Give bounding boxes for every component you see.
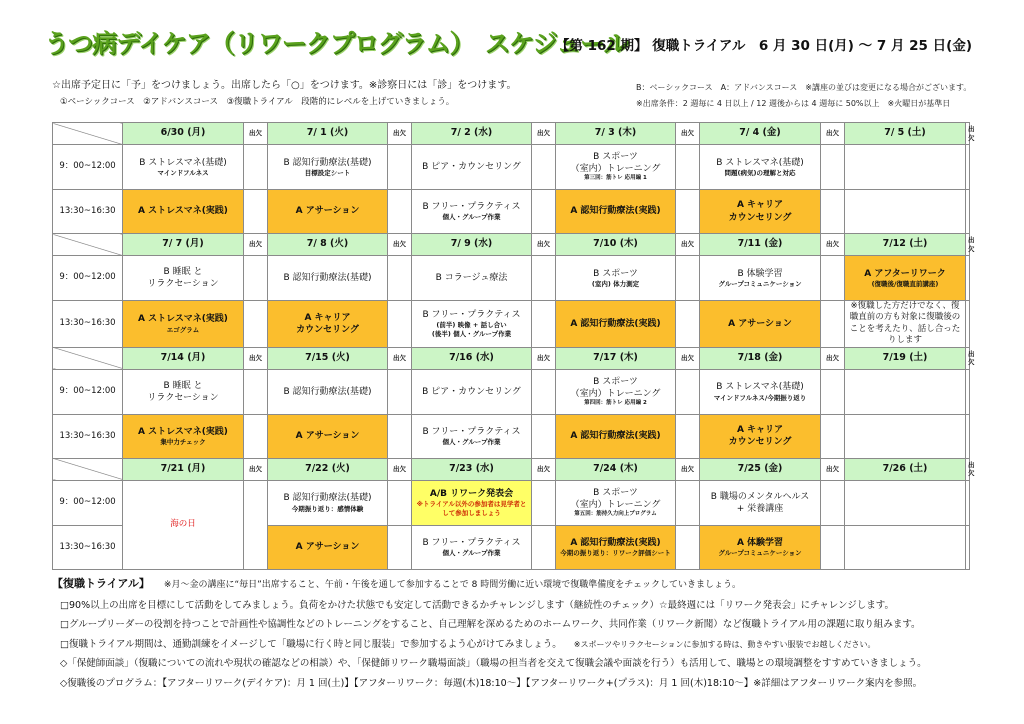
attendance-box[interactable]	[821, 525, 845, 569]
attendance-label: 出欠	[532, 458, 556, 480]
attendance-box[interactable]	[244, 301, 268, 348]
time-slot: 13:30~16:30	[53, 414, 123, 458]
session-detail: (室内) 体力測定	[591, 279, 640, 288]
session-cell	[123, 414, 244, 458]
schedule-table	[52, 122, 975, 570]
session-cell	[268, 525, 388, 569]
day-header: 7/ 8 (火)	[268, 234, 388, 256]
day-header: 7/18 (金)	[700, 347, 821, 369]
session-detail: (復職後/復職直前講座)	[871, 279, 939, 288]
session-detail: 集中力チェック	[160, 438, 206, 447]
session-detail: 今期振り返り：感情体験	[291, 504, 364, 513]
day-header: 7/12 (土)	[845, 234, 966, 256]
attendance-box[interactable]	[532, 414, 556, 458]
session-title: B 認知行動療法(基礎)	[283, 272, 372, 283]
session-title: B 睡眠 と	[163, 380, 203, 391]
session-detail: 個人・グループ作業	[442, 549, 501, 558]
attendance-box[interactable]	[676, 301, 700, 348]
attendance-box[interactable]	[532, 525, 556, 569]
attendance-box[interactable]	[532, 301, 556, 348]
session-title: B ストレスマネ(基礎)	[139, 157, 227, 168]
attendance-label: 出欠	[966, 123, 970, 145]
session-title: B 認知行動療法(基礎)	[283, 386, 372, 397]
session-cell	[123, 301, 244, 348]
trial-title: 【復職トライアル】	[52, 577, 150, 590]
session-cell	[412, 369, 532, 414]
attendance-label: 出欠	[821, 458, 845, 480]
time-slot: 9：00~12:00	[53, 480, 123, 525]
attendance-label: 出欠	[244, 123, 268, 145]
session-cell	[268, 145, 388, 190]
session-cell	[700, 301, 821, 348]
session-cell	[268, 414, 388, 458]
attendance-label: 出欠	[244, 347, 268, 369]
trial-item-1: □90%以上の出席を目標にして活動をしてみましょう。負荷をかけた状態でも安定して活動できるかチャレンジします（継続性のチェック）☆最終週には「リワーク発表会」にチャレンジします。	[60, 599, 895, 611]
session-detail: ※トライアル以外の参加者は見学者として参加しましょう	[416, 500, 527, 517]
session-cell	[700, 525, 821, 569]
session-cell	[268, 301, 388, 348]
time-slot: 9：00~12:00	[53, 145, 123, 190]
day-header: 7/ 5 (土)	[845, 123, 966, 145]
session-title: A ストレスマネ(実践)	[138, 314, 228, 325]
attendance-box[interactable]	[388, 190, 412, 234]
trial-item-2: □グループリーダーの役割を持つことで計画性や協調性などのトレーニングをすること、自己理解を深めるためのホームワーク、共同作業（リワーク新聞）など復職トライアル用の課題に取り組みます。	[60, 619, 921, 630]
attendance-box[interactable]	[244, 145, 268, 190]
session-title: A ストレスマネ(実践)	[138, 206, 228, 217]
attendance-notes	[52, 78, 516, 110]
session-note: 第五回：筋持久力向上プログラム	[574, 511, 657, 518]
attendance-box[interactable]	[821, 480, 845, 525]
legend-line-2: ※出席条件：2 週毎に 4 日以上 / 12 週後からは 4 週毎に 50%以上 ※火曜日が基準日	[636, 99, 951, 108]
attendance-box[interactable]	[676, 525, 700, 569]
day-header: 6/30 (月)	[123, 123, 244, 145]
attendance-box[interactable]	[676, 414, 700, 458]
session-title: B フリー・プラクティス	[422, 537, 521, 548]
session-title: B 認知行動療法(基礎)	[283, 493, 372, 504]
attendance-box[interactable]	[966, 525, 970, 569]
attendance-box[interactable]	[966, 190, 970, 234]
trial-heading	[52, 574, 927, 596]
session-cell	[700, 480, 821, 525]
session-title: A 体験学習	[736, 537, 784, 548]
session-cell	[556, 369, 676, 414]
session-detail: 問題(病気)の理解と対応	[724, 168, 796, 177]
day-header: 7/ 7 (月)	[123, 234, 244, 256]
attendance-box[interactable]	[676, 369, 700, 414]
session-title: A 認知行動療法(実践)	[570, 206, 661, 217]
attendance-box[interactable]	[821, 301, 845, 348]
session-cell	[700, 369, 821, 414]
session-detail: 個人・グループ作業	[442, 438, 501, 447]
trial-item-4: ◇「保健師面談」（復職についての流れや現状の確認などの相談）や、「保健師リワーク職場面談」（職場の担当者を交えて復職会議や面談を行う）も活用して、職場との環境調整をすすめていきましょう。	[60, 658, 927, 669]
session-title: A アサーション	[295, 542, 360, 553]
am-row	[53, 145, 970, 190]
pm-row	[53, 190, 970, 234]
session-title: B スポーツ	[593, 152, 638, 163]
session-cell	[700, 190, 821, 234]
day-header: 7/22 (火)	[268, 458, 388, 480]
session-title: B ストレスマネ(基礎)	[716, 157, 804, 168]
attendance-label: 出欠	[966, 458, 970, 480]
session-cell	[845, 525, 966, 569]
attendance-label: 出欠	[966, 347, 970, 369]
session-title: A キャリア	[736, 425, 784, 436]
session-title-line2: + 栄養講座	[736, 503, 784, 514]
corner-cell	[53, 234, 123, 256]
session-detail: マインドフルネス/今期振り返り	[713, 393, 807, 402]
time-slot: 13:30~16:30	[53, 190, 123, 234]
session-title: A ストレスマネ(実践)	[138, 426, 228, 437]
day-header: 7/ 1 (火)	[268, 123, 388, 145]
attendance-label: 出欠	[244, 234, 268, 256]
attendance-box[interactable]	[966, 256, 970, 301]
attendance-box[interactable]	[676, 145, 700, 190]
attendance-label: 出欠	[388, 458, 412, 480]
session-title: B 職場のメンタルヘルス	[710, 491, 810, 502]
session-cell	[845, 301, 966, 348]
session-title: B ピア・カウンセリング	[422, 161, 521, 172]
corner-cell	[53, 458, 123, 480]
day-header: 7/24 (木)	[556, 458, 676, 480]
trial-item-5: ◇復職後のプログラム：【アフターリワーク(デイケア)：月 1 回(土)】【アフターリワーク：毎週(木)18:10〜】【アフターリワーク+(プラス)：月 1 回(木)18:10〜】※詳細はアフターリワーク案内を参照。	[60, 677, 923, 689]
session-cell	[700, 414, 821, 458]
corner-cell	[53, 123, 123, 145]
attendance-box[interactable]	[676, 480, 700, 525]
trial-notes	[52, 574, 927, 693]
session-detail: グループコミュニケーション	[718, 549, 802, 558]
trial-item-3-text: □復職トライアル期間は、通勤訓練をイメージして「職場に行く時と同じ服装」で参加するよう心がけてみましょう。	[60, 638, 562, 650]
day-header: 7/ 2 (水)	[412, 123, 532, 145]
session-title-line2: リラクセーション	[147, 279, 219, 289]
session-title: B スポーツ	[593, 377, 638, 388]
session-title: B 睡眠 と	[163, 266, 203, 277]
session-title: B 体験学習	[737, 268, 783, 279]
attendance-box[interactable]	[532, 480, 556, 525]
attendance-label: 出欠	[388, 123, 412, 145]
session-title: B ストレスマネ(基礎)	[716, 382, 804, 393]
am-row	[53, 480, 970, 525]
attendance-box[interactable]	[966, 301, 970, 348]
session-cell	[556, 414, 676, 458]
day-header: 7/17 (木)	[556, 347, 676, 369]
session-title-line2: カウンセリング	[728, 212, 792, 223]
session-cell	[700, 256, 821, 301]
day-header: 7/26 (土)	[845, 458, 966, 480]
attendance-box[interactable]	[388, 369, 412, 414]
session-title: A アサーション	[295, 431, 360, 442]
attendance-label: 出欠	[821, 123, 845, 145]
session-cell	[556, 190, 676, 234]
attendance-label: 出欠	[532, 123, 556, 145]
session-title: A アフターリワーク	[864, 268, 946, 279]
session-title: A アサーション	[728, 318, 792, 329]
attendance-box[interactable]	[388, 414, 412, 458]
session-detail-2: (後半) 個人・グループ作業	[431, 330, 512, 338]
attendance-label: 出欠	[676, 347, 700, 369]
session-cell	[123, 190, 244, 234]
attendance-box[interactable]	[388, 525, 412, 569]
session-detail: 目標設定シート	[304, 168, 351, 177]
session-cell	[845, 480, 966, 525]
session-detail: エゴグラム	[166, 325, 200, 334]
day-header: 7/ 3 (木)	[556, 123, 676, 145]
week-header-row	[53, 234, 970, 256]
attendance-label: 出欠	[821, 347, 845, 369]
session-title: A アサーション	[295, 206, 360, 217]
attendance-box[interactable]	[244, 190, 268, 234]
session-detail: 個人・グループ作業	[442, 213, 501, 222]
session-cell	[845, 414, 966, 458]
session-cell	[412, 301, 532, 348]
session-title: B スポーツ	[593, 488, 638, 499]
day-header: 7/10 (木)	[556, 234, 676, 256]
attendance-box[interactable]	[966, 480, 970, 525]
attendance-box[interactable]	[676, 190, 700, 234]
week-header-row	[53, 123, 970, 145]
session-cell	[412, 480, 532, 525]
session-title: A 認知行動療法(実践)	[570, 318, 661, 329]
session-cell	[412, 256, 532, 301]
session-title: B フリー・プラクティス	[422, 426, 521, 437]
session-detail: 今期の振り返り：リワーク評価シート	[560, 549, 671, 558]
attendance-label: 出欠	[676, 234, 700, 256]
session-cell	[845, 369, 966, 414]
day-header: 7/21 (月)	[123, 458, 244, 480]
trial-item-3	[52, 635, 927, 655]
attendance-box[interactable]	[966, 369, 970, 414]
day-header: 7/16 (水)	[412, 347, 532, 369]
attendance-box[interactable]	[966, 414, 970, 458]
attendance-box[interactable]	[821, 145, 845, 190]
day-header: 7/23 (水)	[412, 458, 532, 480]
attendance-box[interactable]	[821, 414, 845, 458]
session-title-line2: リラクセーション	[147, 392, 219, 403]
note-line-2: ①ベーシックコース ②アドバンスコース ③復職トライアル 段階的にレベルを上げていきましょう。	[60, 97, 455, 107]
note-line-1: ☆出席予定日に「予」をつけましょう。出席したら「○」をつけます。※診察日には「診」をつけます。	[52, 80, 517, 91]
session-cell	[556, 480, 676, 525]
holiday-cell: 海の日	[123, 480, 244, 569]
attendance-box[interactable]	[244, 480, 268, 569]
session-detail: (前半) 映像 + 話し合い	[436, 321, 507, 330]
attendance-box[interactable]	[388, 480, 412, 525]
attendance-label: 出欠	[532, 234, 556, 256]
session-title-line2: （室内）トレーニング	[570, 389, 661, 400]
corner-cell	[53, 347, 123, 369]
session-cell	[556, 256, 676, 301]
session-cell	[556, 145, 676, 190]
session-cell	[556, 525, 676, 569]
session-cell	[123, 256, 244, 301]
session-title: B 認知行動療法(基礎)	[283, 157, 372, 168]
attendance-box[interactable]	[532, 145, 556, 190]
attendance-label: 出欠	[676, 123, 700, 145]
pm-row	[53, 414, 970, 458]
attendance-label: 出欠	[388, 234, 412, 256]
session-cell	[268, 480, 388, 525]
session-cell	[123, 369, 244, 414]
time-slot: 9：00~12:00	[53, 369, 123, 414]
session-title: A/B リワーク発表会	[429, 489, 514, 500]
day-header: 7/ 4 (金)	[700, 123, 821, 145]
attendance-box[interactable]	[244, 369, 268, 414]
session-title: A 認知行動療法(実践)	[570, 431, 661, 442]
session-cell	[412, 414, 532, 458]
attendance-box[interactable]	[532, 256, 556, 301]
attendance-box[interactable]	[244, 414, 268, 458]
session-title: B フリー・プラクティス	[422, 310, 521, 321]
attendance-label: 出欠	[388, 347, 412, 369]
attendance-box[interactable]	[821, 369, 845, 414]
term-heading: 【第 162 期】 復職トライアル 6 月 30 日(月) 〜 7 月 25 日(金)	[555, 38, 972, 54]
session-title: A キャリア	[304, 312, 351, 323]
attendance-label: 出欠	[821, 234, 845, 256]
legend-line-1: B：ベーシックコース A：アドバンスコース ※講座の並びは変更になる場合がございます。	[636, 83, 972, 92]
day-header: 7/15 (火)	[268, 347, 388, 369]
page-title: うつ病デイケア（リワークプログラム） スケジュール	[44, 29, 628, 58]
session-detail: マインドフルネス	[157, 168, 209, 177]
session-title: B コラージュ療法	[435, 272, 508, 283]
session-cell	[123, 145, 244, 190]
session-cell	[700, 145, 821, 190]
day-header: 7/11 (金)	[700, 234, 821, 256]
session-cell	[268, 190, 388, 234]
session-note: 第四回：筋トレ 応用編 2	[584, 400, 647, 407]
attendance-box[interactable]	[244, 256, 268, 301]
time-slot: 9：00~12:00	[53, 256, 123, 301]
session-title-line2: （室内）トレーニング	[570, 500, 661, 511]
attendance-label: 出欠	[966, 234, 970, 256]
week-header-row	[53, 458, 970, 480]
session-cell	[412, 145, 532, 190]
course-legend	[636, 80, 971, 112]
attendance-box[interactable]	[676, 256, 700, 301]
attendance-label: 出欠	[244, 458, 268, 480]
day-header: 7/25 (金)	[700, 458, 821, 480]
attendance-box[interactable]	[388, 145, 412, 190]
attendance-label: 出欠	[532, 347, 556, 369]
attendance-box[interactable]	[821, 190, 845, 234]
day-header: 7/14 (月)	[123, 347, 244, 369]
attendance-box[interactable]	[821, 256, 845, 301]
attendance-box[interactable]	[532, 369, 556, 414]
session-title: B スポーツ	[593, 268, 638, 279]
time-slot: 13:30~16:30	[53, 525, 123, 569]
week-header-row	[53, 347, 970, 369]
session-title-line2: カウンセリング	[296, 324, 359, 335]
time-slot: 13:30~16:30	[53, 301, 123, 348]
session-cell	[268, 256, 388, 301]
attendance-box[interactable]	[966, 145, 970, 190]
session-note: 第三回：筋トレ 応用編 1	[584, 175, 647, 182]
attendance-box[interactable]	[388, 301, 412, 348]
session-title-line2: （室内）トレーニング	[570, 164, 661, 175]
attendance-box[interactable]	[532, 190, 556, 234]
session-title: B フリー・プラクティス	[422, 202, 521, 213]
session-title: A キャリア	[736, 200, 784, 211]
trial-item-3-note: ※スポーツやリラクセーションに参加する時は、動きやすい服装でお越しください。	[573, 639, 876, 649]
trial-description: ※月〜金の講座に“毎日”出席すること、午前・午後を通して参加することで 8 時間労働に近い環境で復職準備度をチェックしていきましょう。	[163, 580, 741, 590]
am-row	[53, 256, 970, 301]
session-cell	[268, 369, 388, 414]
session-cell	[412, 525, 532, 569]
session-title-line2: カウンセリング	[728, 437, 792, 448]
day-header: 7/19 (土)	[845, 347, 966, 369]
session-title: A 認知行動療法(実践)	[570, 537, 661, 548]
pm-row	[53, 301, 970, 348]
day-header: 7/ 9 (水)	[412, 234, 532, 256]
attendance-box[interactable]	[388, 256, 412, 301]
session-cell	[845, 256, 966, 301]
session-cell	[556, 301, 676, 348]
attendance-label: 出欠	[676, 458, 700, 480]
session-title: B ピア・カウンセリング	[422, 386, 521, 397]
session-cell	[412, 190, 532, 234]
memo-text: ※復職した方だけでなく、復職直前の方も対象に復職後のことを考えたり、話し合ったりします	[849, 301, 961, 346]
session-cell	[845, 145, 966, 190]
session-cell	[845, 190, 966, 234]
am-row	[53, 369, 970, 414]
session-detail: グループコミュニケーション	[718, 279, 802, 288]
